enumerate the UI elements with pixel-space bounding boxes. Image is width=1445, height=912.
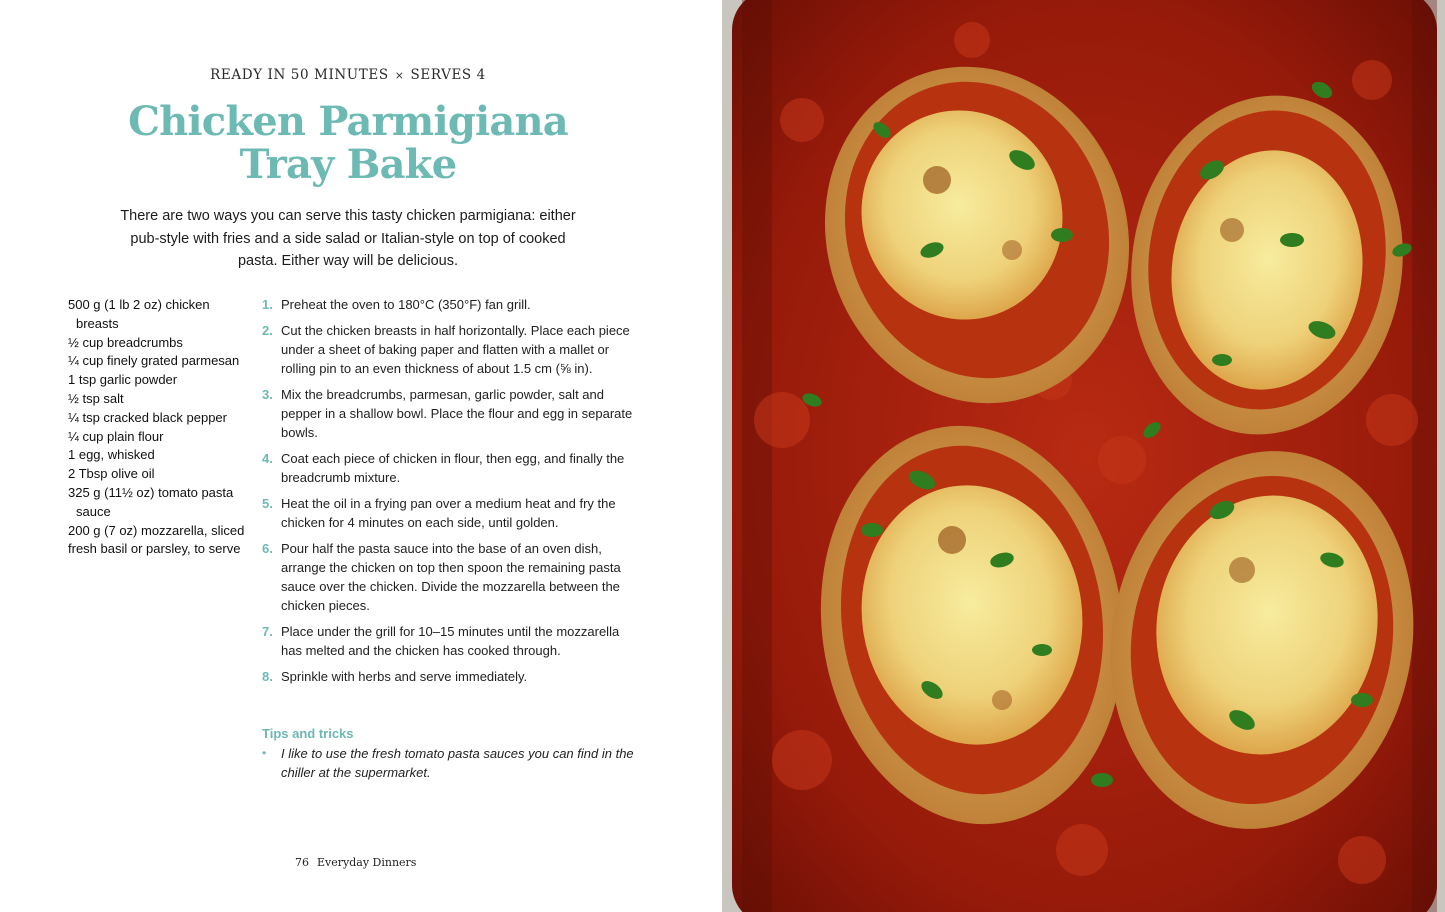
ingredient-item: ¼ cup finely grated parmesan [68, 353, 240, 369]
recipe-title [0, 100, 696, 186]
method-step [262, 450, 634, 488]
ingredient-item: ½ cup breadcrumbs [68, 334, 183, 350]
meta-separator: × [394, 69, 405, 82]
step-text: Cut the chicken breasts in half horizontally. Place each piece under a sheet of baking paper and flatten with a mallet or rolling pin to an even thickness of about 1.5 cm (⅝ in). [281, 323, 630, 376]
bullet-icon: • [262, 746, 267, 760]
step-number: 4. [262, 451, 273, 467]
step-text: Mix the breadcrumbs, parmesan, garlic powder, salt and pepper in a shallow bowl. Place the flour and egg in separate bowls. [281, 387, 633, 440]
step-number: 2. [262, 323, 273, 339]
serves: SERVES 4 [410, 67, 486, 83]
step-text: Coat each piece of chicken in flour, then egg, and finally the breadcrumb mixture. [281, 451, 625, 485]
recipe-meta [0, 67, 696, 83]
ingredient-item: fresh basil or parsley, to serve [68, 541, 241, 557]
food-photo-page [722, 0, 1445, 912]
ready-time: READY IN 50 MINUTES [210, 67, 389, 83]
page-footer [295, 856, 416, 869]
method-step [262, 322, 634, 378]
chicken-parmigiana-photo [722, 0, 1445, 912]
tip-item [262, 744, 634, 782]
method-steps [262, 296, 634, 694]
step-number: 3. [262, 387, 273, 403]
method-step [262, 540, 634, 615]
method-step [262, 623, 634, 661]
recipe-title-line-2: Tray Bake [239, 141, 457, 188]
recipe-title-line-1: Chicken Parmigiana [128, 98, 568, 145]
step-number: 6. [262, 541, 273, 557]
ingredient-item: ½ tsp salt [68, 390, 124, 406]
page-number: 76 [295, 856, 309, 869]
recipe-page [0, 0, 722, 912]
ingredient-item: ¼ cup plain flour [68, 428, 164, 444]
step-text: Heat the oil in a frying pan over a medium heat and fry the chicken for 4 minutes on each side, until golden. [281, 496, 616, 530]
step-text: Place under the grill for 10–15 minutes until the mozzarella has melted and the chicken has cooked through. [281, 623, 620, 658]
tips-heading: Tips and tricks [262, 726, 354, 741]
ingredient-item: ¼ tsp cracked black pepper [68, 409, 227, 425]
method-step [262, 296, 634, 315]
ingredient-item: 200 g (7 oz) mozzarella, sliced [68, 522, 245, 538]
step-number: 1. [262, 297, 273, 312]
method-step [262, 668, 634, 687]
ingredients-list [68, 296, 250, 559]
ingredient-item: 2 Tbsp olive oil [68, 466, 155, 482]
tip-text: I like to use the fresh tomato pasta sauces you can find in the chiller at the supermarket. [281, 746, 634, 780]
recipe-intro: There are two ways you can serve this tasty chicken parmigiana: either pub-style with fries and a side salad or Italian-style on top of cooked pasta. Either way will be delicious. [120, 208, 576, 269]
step-number: 7. [262, 623, 273, 639]
step-number: 5. [262, 496, 273, 512]
ingredient-item: 1 tsp garlic powder [68, 372, 178, 388]
step-text: Pour half the pasta sauce into the base of an oven dish, arrange the chicken on top then spoon the remaining pasta sauce over the chicken. Divide the mozzarella between the chicken pieces. [281, 541, 621, 613]
ingredient-item: 325 g (11½ oz) tomato pasta sauce [68, 484, 234, 519]
section-name: Everyday Dinners [317, 856, 417, 869]
ingredient-item: 500 g (1 lb 2 oz) chicken breasts [68, 297, 210, 331]
method-step [262, 495, 634, 533]
method-step [262, 386, 634, 442]
step-text: Preheat the oven to 180°C (350°F) fan grill. [281, 297, 531, 312]
ingredient-item: 1 egg, whisked [68, 447, 155, 463]
step-text: Sprinkle with herbs and serve immediately. [281, 669, 528, 685]
step-number: 8. [262, 669, 273, 685]
